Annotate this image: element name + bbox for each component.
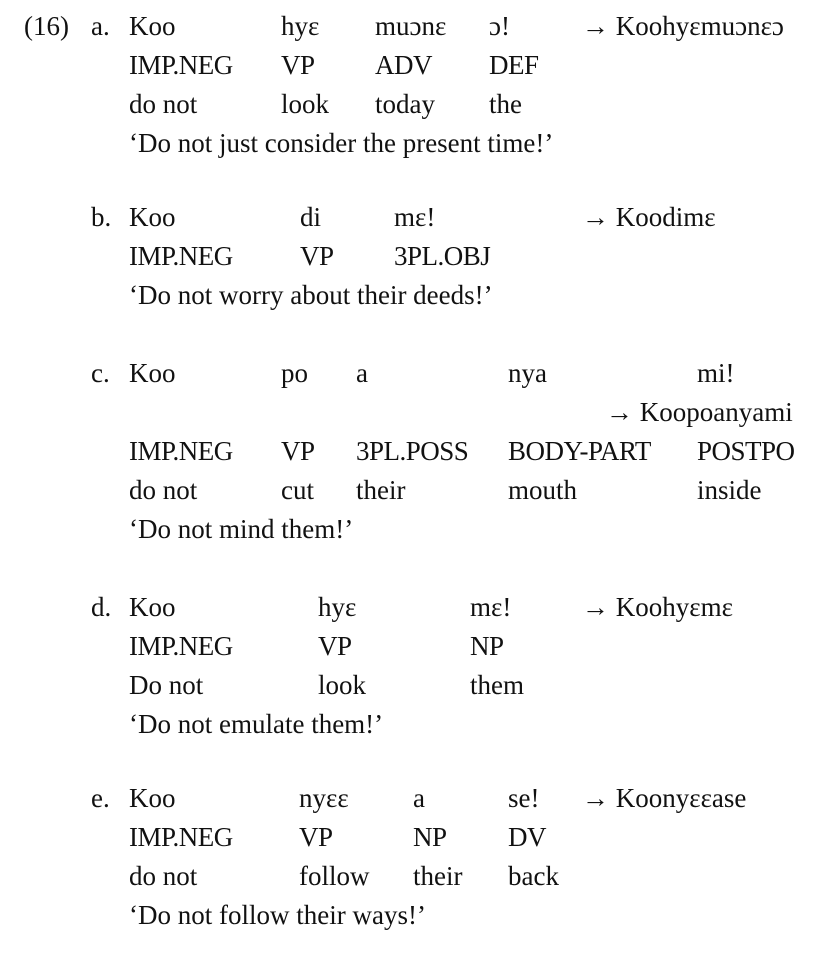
example-b-word-1: Koo — [129, 202, 176, 232]
example-b-translation: ‘Do not worry about their deeds!’ — [129, 280, 493, 310]
example-e-word-2: nyɛɛ — [299, 783, 349, 813]
example-e-letter: e. — [91, 783, 110, 813]
example-c-letter: c. — [91, 358, 110, 388]
example-a-gloss-2: VP — [281, 50, 315, 80]
example-d-literal-2: look — [318, 670, 367, 700]
example-a-translation: ‘Do not just consider the present time!’ — [129, 128, 554, 158]
example-e-word-3: a — [413, 783, 425, 813]
example-a-word-3: muɔnɛ — [375, 11, 447, 41]
example-c-word-5: mi! — [697, 358, 735, 388]
example-b-arrow-form: → Koodimɛ — [582, 202, 716, 232]
example-c-gloss-1: IMP.NEG — [129, 436, 233, 466]
example-c-word-2: po — [281, 358, 308, 388]
example-b-letter: b. — [91, 202, 112, 232]
example-c-literal-2: cut — [281, 475, 314, 505]
example-a-literal-4: the — [489, 89, 522, 119]
example-c-gloss-5: POSTPO — [697, 436, 795, 466]
example-c-gloss-2: VP — [281, 436, 315, 466]
example-a-gloss-4: DEF — [489, 50, 539, 80]
example-b-gloss-2: VP — [300, 241, 334, 271]
example-d-literal-1: Do not — [129, 670, 204, 700]
example-a-letter: a. — [91, 11, 110, 41]
example-b-gloss-3: 3PL.OBJ — [394, 241, 491, 271]
example-a-arrow-form: → Koohyɛmuɔnɛɔ — [582, 11, 784, 41]
example-d-gloss-1: IMP.NEG — [129, 631, 233, 661]
example-d-word-3: mɛ! — [470, 592, 512, 622]
example-e-literal-2: follow — [299, 861, 370, 891]
example-b-gloss-1: IMP.NEG — [129, 241, 233, 271]
example-e-gloss-1: IMP.NEG — [129, 822, 233, 852]
example-e-gloss-4: DV — [508, 822, 546, 852]
example-d-translation: ‘Do not emulate them!’ — [129, 709, 384, 739]
example-c-translation: ‘Do not mind them!’ — [129, 514, 354, 544]
example-d-gloss-2: VP — [318, 631, 352, 661]
example-a-literal-1: do not — [129, 89, 198, 119]
example-b-word-2: di — [300, 202, 322, 232]
example-number: (16) — [24, 11, 69, 41]
example-e-translation: ‘Do not follow their ways!’ — [129, 900, 426, 930]
example-d-literal-3: them — [470, 670, 524, 700]
example-a-literal-3: today — [375, 89, 435, 119]
example-a-literal-2: look — [281, 89, 330, 119]
example-c-word-1: Koo — [129, 358, 176, 388]
example-c-literal-1: do not — [129, 475, 198, 505]
example-c-word-3: a — [356, 358, 368, 388]
example-e-literal-1: do not — [129, 861, 198, 891]
example-e-word-4: se! — [508, 783, 540, 813]
example-a-word-4: ɔ! — [489, 11, 510, 41]
example-d-letter: d. — [91, 592, 112, 622]
example-d-arrow-form: → Koohyɛmɛ — [582, 592, 733, 622]
example-a-gloss-1: IMP.NEG — [129, 50, 233, 80]
example-e-gloss-3: NP — [413, 822, 447, 852]
example-d-word-1: Koo — [129, 592, 176, 622]
example-c-word-4: nya — [508, 358, 547, 388]
example-e-literal-3: their — [413, 861, 463, 891]
example-e-gloss-2: VP — [299, 822, 333, 852]
example-c-gloss-4: BODY-PART — [508, 436, 651, 466]
example-d-word-2: hyɛ — [318, 592, 357, 622]
example-c-arrow-form: → Koopoanyami — [606, 397, 793, 427]
example-e-arrow-form: → Koonyɛɛase — [582, 783, 747, 813]
example-c-literal-5: inside — [697, 475, 762, 505]
example-c-gloss-3: 3PL.POSS — [356, 436, 469, 466]
example-c-literal-3: their — [356, 475, 406, 505]
example-a-word-1: Koo — [129, 11, 176, 41]
example-e-literal-4: back — [508, 861, 559, 891]
example-e-word-1: Koo — [129, 783, 176, 813]
example-d-gloss-3: NP — [470, 631, 504, 661]
example-a-word-2: hyɛ — [281, 11, 320, 41]
example-c-literal-4: mouth — [508, 475, 578, 505]
example-b-word-3: mɛ! — [394, 202, 436, 232]
example-a-gloss-3: ADV — [375, 50, 432, 80]
